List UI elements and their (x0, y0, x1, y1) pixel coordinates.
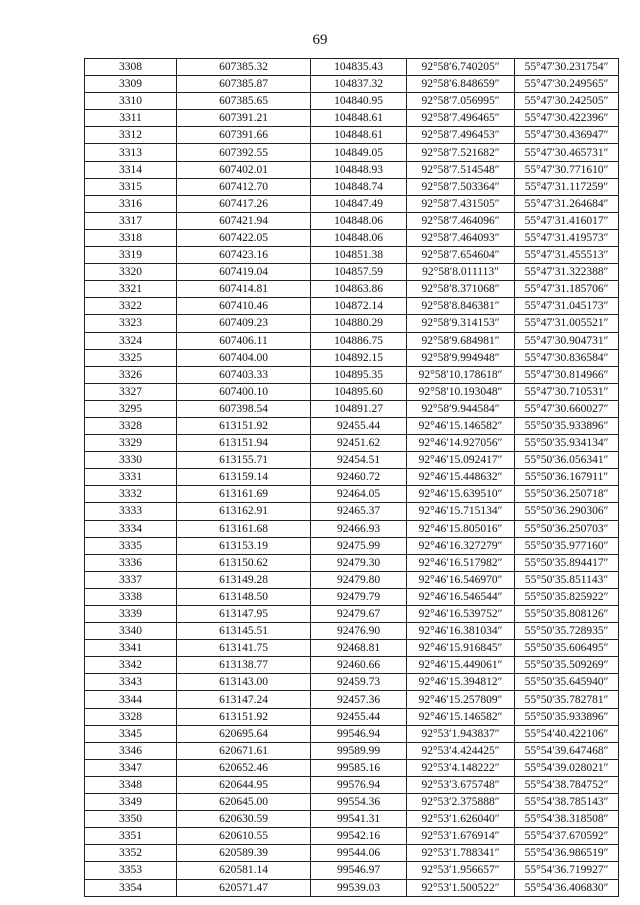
table-row (85, 486, 619, 503)
latitude-cell: 55°50′35.894417″ (515, 554, 619, 571)
point-number-cell: 3349 (85, 794, 177, 811)
table-row (85, 469, 619, 486)
longitude-cell: 92°53′1.943837″ (407, 725, 515, 742)
point-number-cell: 3348 (85, 776, 177, 793)
latitude-cell: 55°47′31.416017″ (515, 212, 619, 229)
longitude-cell: 92°53′1.500522″ (407, 879, 515, 896)
point-number-cell: 3333 (85, 503, 177, 520)
longitude-cell: 92°58′8.371068″ (407, 281, 515, 298)
point-number-cell: 3335 (85, 537, 177, 554)
x-coordinate-cell: 607392.55 (177, 144, 311, 161)
table-row (85, 332, 619, 349)
point-number-cell: 3321 (85, 281, 177, 298)
y-coordinate-cell: 104848.06 (311, 212, 407, 229)
table-row (85, 127, 619, 144)
y-coordinate-cell: 104857.59 (311, 264, 407, 281)
y-coordinate-cell: 104880.29 (311, 315, 407, 332)
table-row (85, 606, 619, 623)
longitude-cell: 92°46′16.546970″ (407, 571, 515, 588)
y-coordinate-cell: 92468.81 (311, 640, 407, 657)
x-coordinate-cell: 613155.71 (177, 452, 311, 469)
point-number-cell: 3342 (85, 657, 177, 674)
y-coordinate-cell: 99546.94 (311, 725, 407, 742)
longitude-cell: 92°58′7.464096″ (407, 212, 515, 229)
latitude-cell: 55°50′35.933896″ (515, 417, 619, 434)
x-coordinate-cell: 607385.87 (177, 76, 311, 93)
x-coordinate-cell: 620630.59 (177, 811, 311, 828)
latitude-cell: 55°47′30.771610″ (515, 161, 619, 178)
y-coordinate-cell: 104848.61 (311, 127, 407, 144)
longitude-cell: 92°46′16.381034″ (407, 623, 515, 640)
table-row (85, 195, 619, 212)
latitude-cell: 55°47′30.249565″ (515, 76, 619, 93)
table-row (85, 366, 619, 383)
longitude-cell: 92°58′7.496453″ (407, 127, 515, 144)
latitude-cell: 55°50′35.606495″ (515, 640, 619, 657)
y-coordinate-cell: 104891.27 (311, 400, 407, 417)
latitude-cell: 55°54′36.719927″ (515, 862, 619, 879)
coordinates-table-body (85, 59, 619, 897)
longitude-cell: 92°46′15.146582″ (407, 708, 515, 725)
x-coordinate-cell: 620571.47 (177, 879, 311, 896)
x-coordinate-cell: 613148.50 (177, 588, 311, 605)
longitude-cell: 92°46′15.448632″ (407, 469, 515, 486)
x-coordinate-cell: 613159.14 (177, 469, 311, 486)
x-coordinate-cell: 607412.70 (177, 178, 311, 195)
latitude-cell: 55°54′39.028021″ (515, 759, 619, 776)
table-row (85, 417, 619, 434)
longitude-cell: 92°58′9.684981″ (407, 332, 515, 349)
table-row (85, 691, 619, 708)
table-row (85, 811, 619, 828)
point-number-cell: 3314 (85, 161, 177, 178)
longitude-cell: 92°58′7.464093″ (407, 229, 515, 246)
point-number-cell: 3318 (85, 229, 177, 246)
x-coordinate-cell: 613151.94 (177, 435, 311, 452)
longitude-cell: 92°53′1.788341″ (407, 845, 515, 862)
point-number-cell: 3338 (85, 588, 177, 605)
table-row (85, 93, 619, 110)
longitude-cell: 92°58′7.521682″ (407, 144, 515, 161)
y-coordinate-cell: 104872.14 (311, 298, 407, 315)
y-coordinate-cell: 99576.94 (311, 776, 407, 793)
latitude-cell: 55°47′30.231754″ (515, 59, 619, 76)
latitude-cell: 55°50′35.645940″ (515, 674, 619, 691)
latitude-cell: 55°50′35.851143″ (515, 571, 619, 588)
y-coordinate-cell: 99541.31 (311, 811, 407, 828)
longitude-cell: 92°58′7.431505″ (407, 195, 515, 212)
latitude-cell: 55°47′30.904731″ (515, 332, 619, 349)
point-number-cell: 3339 (85, 606, 177, 623)
point-number-cell: 3351 (85, 828, 177, 845)
x-coordinate-cell: 607398.54 (177, 400, 311, 417)
longitude-cell: 92°46′16.517982″ (407, 554, 515, 571)
longitude-cell: 92°46′16.546544″ (407, 588, 515, 605)
x-coordinate-cell: 607391.21 (177, 110, 311, 127)
table-row (85, 845, 619, 862)
point-number-cell: 3341 (85, 640, 177, 657)
x-coordinate-cell: 620645.00 (177, 794, 311, 811)
y-coordinate-cell: 99544.06 (311, 845, 407, 862)
longitude-cell: 92°58′7.514548″ (407, 161, 515, 178)
latitude-cell: 55°47′31.419573″ (515, 229, 619, 246)
x-coordinate-cell: 607414.81 (177, 281, 311, 298)
point-number-cell: 3330 (85, 452, 177, 469)
point-number-cell: 3334 (85, 520, 177, 537)
latitude-cell: 55°47′31.005521″ (515, 315, 619, 332)
latitude-cell: 55°50′35.509269″ (515, 657, 619, 674)
point-number-cell: 3319 (85, 247, 177, 264)
point-number-cell: 3345 (85, 725, 177, 742)
longitude-cell: 92°46′15.449061″ (407, 657, 515, 674)
latitude-cell: 55°47′31.455513″ (515, 247, 619, 264)
longitude-cell: 92°46′15.394812″ (407, 674, 515, 691)
table-row (85, 264, 619, 281)
table-row (85, 383, 619, 400)
point-number-cell: 3329 (85, 435, 177, 452)
x-coordinate-cell: 613145.51 (177, 623, 311, 640)
x-coordinate-cell: 607423.16 (177, 247, 311, 264)
y-coordinate-cell: 104863.86 (311, 281, 407, 298)
y-coordinate-cell: 92464.05 (311, 486, 407, 503)
latitude-cell: 55°47′31.322388″ (515, 264, 619, 281)
point-number-cell: 3353 (85, 862, 177, 879)
point-number-cell: 3313 (85, 144, 177, 161)
longitude-cell: 92°58′10.193048″ (407, 383, 515, 400)
longitude-cell: 92°58′10.178618″ (407, 366, 515, 383)
table-row (85, 520, 619, 537)
x-coordinate-cell: 607406.11 (177, 332, 311, 349)
point-number-cell: 3354 (85, 879, 177, 896)
page-number: 69 (312, 32, 328, 48)
table-row (85, 435, 619, 452)
x-coordinate-cell: 607410.46 (177, 298, 311, 315)
table-row (85, 537, 619, 554)
latitude-cell: 55°47′30.436947″ (515, 127, 619, 144)
table-row (85, 349, 619, 366)
point-number-cell: 3317 (85, 212, 177, 229)
y-coordinate-cell: 104851.38 (311, 247, 407, 264)
x-coordinate-cell: 613138.77 (177, 657, 311, 674)
longitude-cell: 92°53′4.424425″ (407, 742, 515, 759)
latitude-cell: 55°50′35.825922″ (515, 588, 619, 605)
x-coordinate-cell: 613150.62 (177, 554, 311, 571)
x-coordinate-cell: 613143.00 (177, 674, 311, 691)
y-coordinate-cell: 104895.35 (311, 366, 407, 383)
table-row (85, 59, 619, 76)
x-coordinate-cell: 620589.39 (177, 845, 311, 862)
y-coordinate-cell: 92465.37 (311, 503, 407, 520)
y-coordinate-cell: 104847.49 (311, 195, 407, 212)
y-coordinate-cell: 99585.16 (311, 759, 407, 776)
latitude-cell: 55°50′35.808126″ (515, 606, 619, 623)
y-coordinate-cell: 92479.67 (311, 606, 407, 623)
table-row (85, 212, 619, 229)
table-row (85, 776, 619, 793)
table-row (85, 828, 619, 845)
y-coordinate-cell: 92455.44 (311, 708, 407, 725)
y-coordinate-cell: 99589.99 (311, 742, 407, 759)
latitude-cell: 55°54′38.784752″ (515, 776, 619, 793)
x-coordinate-cell: 607409.23 (177, 315, 311, 332)
x-coordinate-cell: 613151.92 (177, 708, 311, 725)
table-row (85, 76, 619, 93)
longitude-cell: 92°46′16.539752″ (407, 606, 515, 623)
latitude-cell: 55°47′31.117259″ (515, 178, 619, 195)
y-coordinate-cell: 92459.73 (311, 674, 407, 691)
y-coordinate-cell: 99542.16 (311, 828, 407, 845)
table-row (85, 452, 619, 469)
longitude-cell: 92°46′15.257809″ (407, 691, 515, 708)
longitude-cell: 92°46′15.715134″ (407, 503, 515, 520)
y-coordinate-cell: 92460.72 (311, 469, 407, 486)
x-coordinate-cell: 607417.26 (177, 195, 311, 212)
x-coordinate-cell: 613147.24 (177, 691, 311, 708)
point-number-cell: 3316 (85, 195, 177, 212)
x-coordinate-cell: 620671.61 (177, 742, 311, 759)
y-coordinate-cell: 92457.36 (311, 691, 407, 708)
table-row (85, 759, 619, 776)
x-coordinate-cell: 607385.32 (177, 59, 311, 76)
table-row (85, 623, 619, 640)
latitude-cell: 55°54′38.318508″ (515, 811, 619, 828)
longitude-cell: 92°58′6.848659″ (407, 76, 515, 93)
longitude-cell: 92°46′15.146582″ (407, 417, 515, 434)
latitude-cell: 55°50′36.250718″ (515, 486, 619, 503)
point-number-cell: 3312 (85, 127, 177, 144)
point-number-cell: 3331 (85, 469, 177, 486)
point-number-cell: 3310 (85, 93, 177, 110)
x-coordinate-cell: 620610.55 (177, 828, 311, 845)
latitude-cell: 55°50′36.167911″ (515, 469, 619, 486)
longitude-cell: 92°58′7.503364″ (407, 178, 515, 195)
table-row (85, 879, 619, 896)
table-row (85, 298, 619, 315)
table-row (85, 247, 619, 264)
table-row (85, 657, 619, 674)
point-number-cell: 3308 (85, 59, 177, 76)
point-number-cell: 3323 (85, 315, 177, 332)
y-coordinate-cell: 99554.36 (311, 794, 407, 811)
y-coordinate-cell: 104895.60 (311, 383, 407, 400)
x-coordinate-cell: 607402.01 (177, 161, 311, 178)
y-coordinate-cell: 104848.74 (311, 178, 407, 195)
longitude-cell: 92°46′15.916845″ (407, 640, 515, 657)
y-coordinate-cell: 104848.06 (311, 229, 407, 246)
longitude-cell: 92°58′7.654604″ (407, 247, 515, 264)
y-coordinate-cell: 92476.90 (311, 623, 407, 640)
point-number-cell: 3311 (85, 110, 177, 127)
x-coordinate-cell: 613141.75 (177, 640, 311, 657)
latitude-cell: 55°54′40.422106″ (515, 725, 619, 742)
table-row (85, 571, 619, 588)
x-coordinate-cell: 607419.04 (177, 264, 311, 281)
x-coordinate-cell: 607403.33 (177, 366, 311, 383)
y-coordinate-cell: 99546.97 (311, 862, 407, 879)
table-row (85, 640, 619, 657)
latitude-cell: 55°50′35.728935″ (515, 623, 619, 640)
table-row (85, 178, 619, 195)
table-row (85, 110, 619, 127)
y-coordinate-cell: 92479.80 (311, 571, 407, 588)
coordinates-table (84, 58, 619, 897)
longitude-cell: 92°53′1.626040″ (407, 811, 515, 828)
y-coordinate-cell: 104840.95 (311, 93, 407, 110)
x-coordinate-cell: 607421.94 (177, 212, 311, 229)
latitude-cell: 55°47′31.045173″ (515, 298, 619, 315)
point-number-cell: 3324 (85, 332, 177, 349)
table-row (85, 281, 619, 298)
point-number-cell: 3320 (85, 264, 177, 281)
point-number-cell: 3327 (85, 383, 177, 400)
y-coordinate-cell: 92479.30 (311, 554, 407, 571)
y-coordinate-cell: 99539.03 (311, 879, 407, 896)
x-coordinate-cell: 613162.91 (177, 503, 311, 520)
point-number-cell: 3352 (85, 845, 177, 862)
latitude-cell: 55°47′30.660027″ (515, 400, 619, 417)
x-coordinate-cell: 607400.10 (177, 383, 311, 400)
point-number-cell: 3343 (85, 674, 177, 691)
latitude-cell: 55°54′37.670592″ (515, 828, 619, 845)
y-coordinate-cell: 104837.32 (311, 76, 407, 93)
y-coordinate-cell: 92451.62 (311, 435, 407, 452)
y-coordinate-cell: 92454.51 (311, 452, 407, 469)
latitude-cell: 55°47′30.465731″ (515, 144, 619, 161)
x-coordinate-cell: 620652.46 (177, 759, 311, 776)
latitude-cell: 55°50′35.782781″ (515, 691, 619, 708)
latitude-cell: 55°47′30.814966″ (515, 366, 619, 383)
longitude-cell: 92°58′8.846381″ (407, 298, 515, 315)
y-coordinate-cell: 104849.05 (311, 144, 407, 161)
x-coordinate-cell: 613161.69 (177, 486, 311, 503)
latitude-cell: 55°47′30.710531″ (515, 383, 619, 400)
latitude-cell: 55°50′35.977160″ (515, 537, 619, 554)
longitude-cell: 92°53′4.148222″ (407, 759, 515, 776)
table-row (85, 674, 619, 691)
x-coordinate-cell: 620644.95 (177, 776, 311, 793)
longitude-cell: 92°53′3.675748″ (407, 776, 515, 793)
longitude-cell: 92°46′16.327279″ (407, 537, 515, 554)
point-number-cell: 3325 (85, 349, 177, 366)
x-coordinate-cell: 613153.19 (177, 537, 311, 554)
point-number-cell: 3295 (85, 400, 177, 417)
point-number-cell: 3315 (85, 178, 177, 195)
table-row (85, 588, 619, 605)
table-row (85, 315, 619, 332)
table-row (85, 503, 619, 520)
point-number-cell: 3350 (85, 811, 177, 828)
table-row (85, 161, 619, 178)
y-coordinate-cell: 92460.66 (311, 657, 407, 674)
y-coordinate-cell: 104835.43 (311, 59, 407, 76)
latitude-cell: 55°54′36.406830″ (515, 879, 619, 896)
y-coordinate-cell: 104848.61 (311, 110, 407, 127)
x-coordinate-cell: 613147.95 (177, 606, 311, 623)
y-coordinate-cell: 104886.75 (311, 332, 407, 349)
point-number-cell: 3322 (85, 298, 177, 315)
point-number-cell: 3326 (85, 366, 177, 383)
longitude-cell: 92°58′9.994948″ (407, 349, 515, 366)
y-coordinate-cell: 104892.15 (311, 349, 407, 366)
x-coordinate-cell: 613161.68 (177, 520, 311, 537)
longitude-cell: 92°58′7.496465″ (407, 110, 515, 127)
point-number-cell: 3309 (85, 76, 177, 93)
longitude-cell: 92°58′9.314153″ (407, 315, 515, 332)
x-coordinate-cell: 607385.65 (177, 93, 311, 110)
point-number-cell: 3346 (85, 742, 177, 759)
point-number-cell: 3337 (85, 571, 177, 588)
longitude-cell: 92°46′15.092417″ (407, 452, 515, 469)
longitude-cell: 92°46′15.639510″ (407, 486, 515, 503)
latitude-cell: 55°47′30.836584″ (515, 349, 619, 366)
y-coordinate-cell: 104848.93 (311, 161, 407, 178)
table-row (85, 554, 619, 571)
x-coordinate-cell: 607391.66 (177, 127, 311, 144)
table-row (85, 725, 619, 742)
longitude-cell: 92°46′14.927056″ (407, 435, 515, 452)
latitude-cell: 55°54′38.785143″ (515, 794, 619, 811)
longitude-cell: 92°53′1.956657″ (407, 862, 515, 879)
point-number-cell: 3332 (85, 486, 177, 503)
longitude-cell: 92°53′2.375888″ (407, 794, 515, 811)
y-coordinate-cell: 92475.99 (311, 537, 407, 554)
latitude-cell: 55°47′31.185706″ (515, 281, 619, 298)
longitude-cell: 92°58′8.011113″ (407, 264, 515, 281)
table-row (85, 862, 619, 879)
latitude-cell: 55°50′35.933896″ (515, 708, 619, 725)
latitude-cell: 55°50′36.250703″ (515, 520, 619, 537)
table-row (85, 708, 619, 725)
x-coordinate-cell: 620581.14 (177, 862, 311, 879)
table-row (85, 400, 619, 417)
point-number-cell: 3340 (85, 623, 177, 640)
point-number-cell: 3336 (85, 554, 177, 571)
x-coordinate-cell: 613149.28 (177, 571, 311, 588)
x-coordinate-cell: 620695.64 (177, 725, 311, 742)
y-coordinate-cell: 92455.44 (311, 417, 407, 434)
point-number-cell: 3347 (85, 759, 177, 776)
table-row (85, 144, 619, 161)
latitude-cell: 55°47′30.242505″ (515, 93, 619, 110)
x-coordinate-cell: 613151.92 (177, 417, 311, 434)
latitude-cell: 55°47′30.422396″ (515, 110, 619, 127)
latitude-cell: 55°54′39.647468″ (515, 742, 619, 759)
table-row (85, 742, 619, 759)
longitude-cell: 92°58′7.056995″ (407, 93, 515, 110)
latitude-cell: 55°50′36.056341″ (515, 452, 619, 469)
x-coordinate-cell: 607422.05 (177, 229, 311, 246)
longitude-cell: 92°53′1.676914″ (407, 828, 515, 845)
longitude-cell: 92°46′15.805016″ (407, 520, 515, 537)
latitude-cell: 55°50′36.290306″ (515, 503, 619, 520)
point-number-cell: 3344 (85, 691, 177, 708)
x-coordinate-cell: 607404.00 (177, 349, 311, 366)
point-number-cell: 3328 (85, 708, 177, 725)
y-coordinate-cell: 92466.93 (311, 520, 407, 537)
point-number-cell: 3328 (85, 417, 177, 434)
y-coordinate-cell: 92479.79 (311, 588, 407, 605)
latitude-cell: 55°54′36.986519″ (515, 845, 619, 862)
table-row (85, 794, 619, 811)
latitude-cell: 55°47′31.264684″ (515, 195, 619, 212)
table-row (85, 229, 619, 246)
latitude-cell: 55°50′35.934134″ (515, 435, 619, 452)
longitude-cell: 92°58′9.944584″ (407, 400, 515, 417)
longitude-cell: 92°58′6.740205″ (407, 59, 515, 76)
